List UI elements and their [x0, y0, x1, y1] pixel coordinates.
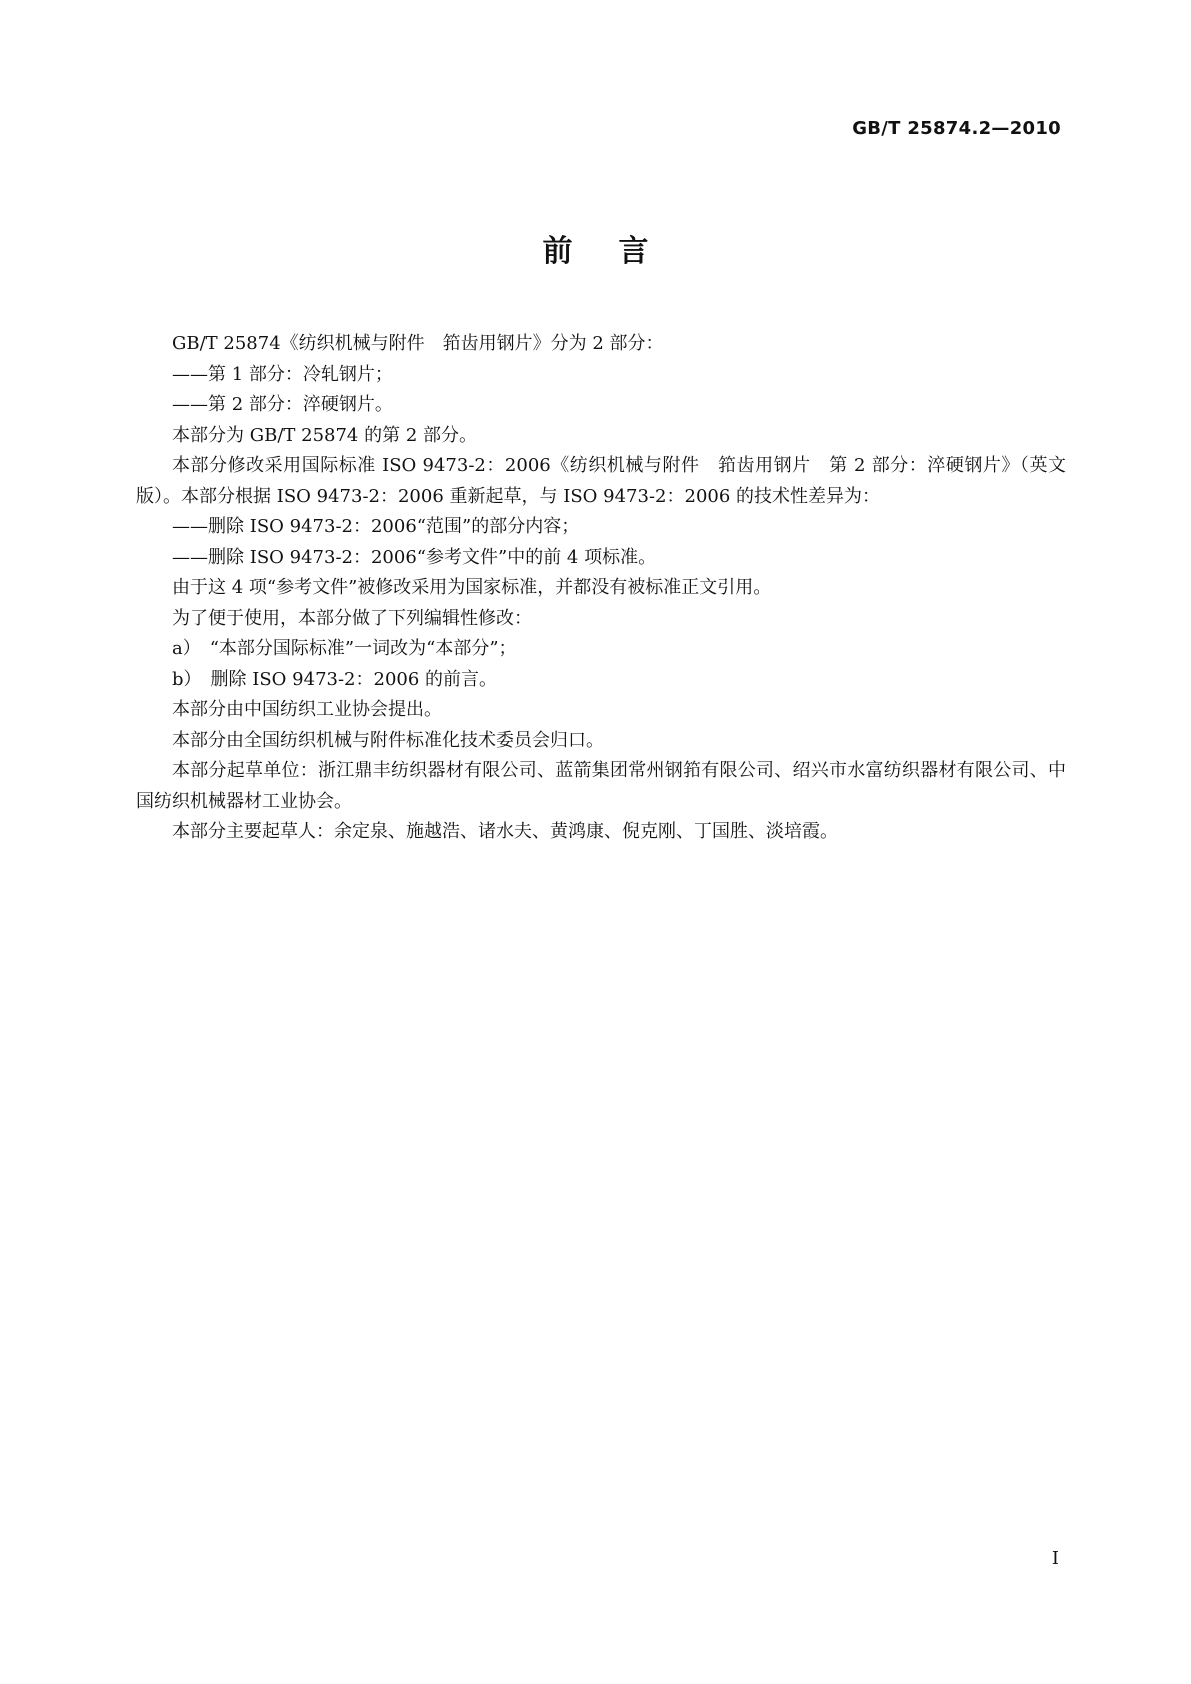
paragraph-reason: 由于这 4 项“参考文件”被修改采用为国家标准，并都没有被标准正文引用。	[172, 577, 772, 598]
list-item-editorial-b: b） 删除 ISO 9473-2：2006 的前言。	[172, 668, 498, 690]
paragraph-committee: 本部分由全国纺织机械与附件标准化技术委员会归口。	[172, 729, 604, 751]
page-title: 前言	[542, 234, 695, 269]
list-item-editorial-a: a） “本部分国际标准”一词改为“本部分”；	[172, 638, 517, 659]
list-item-part-1: ——第 1 部分：冷轧钢片；	[172, 363, 393, 385]
paragraph-drafters: 本部分主要起草人：余定泉、施越浩、诸水夫、黄鸿康、倪克刚、丁国胜、淡培霞。	[172, 821, 838, 842]
paragraph-editorial-intro: 为了便于使用，本部分做了下列编辑性修改：	[172, 607, 532, 629]
paragraph-drafting-units: 本部分起草单位：浙江鼎丰纺织器材有限公司、蓝箭集团常州钢筘有限公司、绍兴市水富纺织器材有限公司、中国纺织机械器材工业协会。	[136, 760, 1066, 812]
paragraph-this-part: 本部分为 GB/T 25874 的第 2 部分。	[172, 424, 477, 446]
document-body	[136, 329, 1066, 848]
paragraph-proposer: 本部分由中国纺织工业协会提出。	[172, 699, 442, 720]
list-item-difference-1: ——删除 ISO 9473-2：2006“范围”的部分内容；	[172, 516, 580, 537]
paragraph-adoption: 本部分修改采用国际标准 ISO 9473-2：2006《纺织机械与附件 筘齿用钢片 第 2 部分：淬硬钢片》（英文版）。本部分根据 ISO 9473-2：2006 重新起草，与 ISO 9473-2：2006 的技术性差异为：	[136, 455, 1066, 507]
paragraph-parts-overview: GB/T 25874《纺织机械与附件 筘齿用钢片》分为 2 部分：	[172, 333, 664, 354]
standard-number: GB/T 25874.2—2010	[852, 118, 1061, 139]
list-item-part-2: ——第 2 部分：淬硬钢片。	[172, 394, 393, 415]
list-item-difference-2: ——删除 ISO 9473-2：2006“参考文件”中的前 4 项标准。	[172, 546, 657, 568]
page-number: I	[1051, 1548, 1059, 1569]
